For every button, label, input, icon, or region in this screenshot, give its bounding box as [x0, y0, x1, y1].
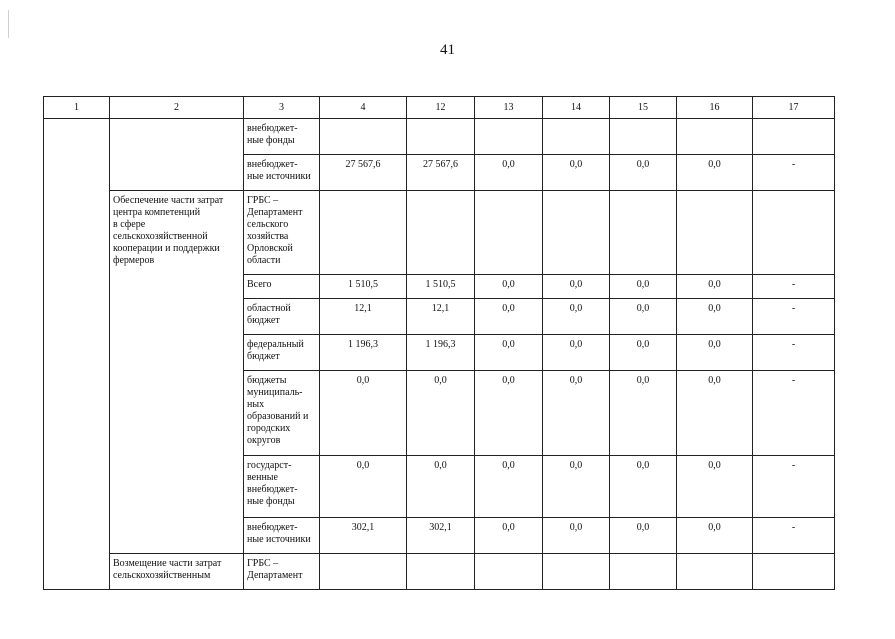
value-cell	[320, 191, 407, 275]
value-cell: 12,1	[320, 299, 407, 335]
value-cell: 0,0	[543, 456, 610, 518]
value-cell: 0,0	[610, 275, 677, 299]
value-cell: 1 510,5	[320, 275, 407, 299]
value-cell: 0,0	[677, 456, 753, 518]
value-cell: -	[753, 518, 835, 554]
measure-label	[110, 119, 244, 191]
funding-source: внебюджет- ные фонды	[244, 119, 320, 155]
value-cell: 0,0	[610, 155, 677, 191]
funding-source: Всего	[244, 275, 320, 299]
budget-table	[43, 96, 835, 590]
funding-source: внебюджет- ные источники	[244, 518, 320, 554]
value-cell: -	[753, 155, 835, 191]
funding-source: областной бюджет	[244, 299, 320, 335]
value-cell: 0,0	[543, 155, 610, 191]
value-cell: 0,0	[543, 275, 610, 299]
value-cell	[753, 119, 835, 155]
value-cell: 1 196,3	[407, 335, 475, 371]
value-cell: 12,1	[407, 299, 475, 335]
value-cell: -	[753, 275, 835, 299]
value-cell	[407, 191, 475, 275]
value-cell: 0,0	[610, 371, 677, 456]
value-cell	[677, 119, 753, 155]
value-cell: 0,0	[475, 335, 543, 371]
value-cell: 0,0	[543, 518, 610, 554]
value-cell: 0,0	[407, 371, 475, 456]
value-cell: 0,0	[320, 371, 407, 456]
column-header: 4	[320, 97, 407, 119]
value-cell: 0,0	[610, 299, 677, 335]
value-cell	[610, 554, 677, 590]
value-cell: 0,0	[610, 335, 677, 371]
value-cell: 0,0	[475, 456, 543, 518]
value-cell: 0,0	[677, 275, 753, 299]
value-cell: 0,0	[320, 456, 407, 518]
value-cell	[677, 191, 753, 275]
funding-source: бюджеты муниципаль- ных образований и городских округов	[244, 371, 320, 456]
value-cell: 0,0	[543, 371, 610, 456]
value-cell: 0,0	[677, 299, 753, 335]
value-cell: 0,0	[610, 456, 677, 518]
value-cell: 0,0	[543, 335, 610, 371]
value-cell: 1 196,3	[320, 335, 407, 371]
column-header: 12	[407, 97, 475, 119]
value-cell: 0,0	[475, 275, 543, 299]
value-cell: 27 567,6	[320, 155, 407, 191]
value-cell: -	[753, 371, 835, 456]
value-cell	[543, 119, 610, 155]
value-cell: 27 567,6	[407, 155, 475, 191]
value-cell: 1 510,5	[407, 275, 475, 299]
value-cell: 0,0	[677, 371, 753, 456]
value-cell	[407, 554, 475, 590]
value-cell	[543, 191, 610, 275]
column-header: 16	[677, 97, 753, 119]
value-cell	[407, 119, 475, 155]
value-cell: 0,0	[677, 518, 753, 554]
value-cell	[543, 554, 610, 590]
value-cell	[610, 191, 677, 275]
funding-source: государст- венные внебюджет- ные фонды	[244, 456, 320, 518]
value-cell: 0,0	[407, 456, 475, 518]
value-cell	[753, 191, 835, 275]
value-cell: 0,0	[610, 518, 677, 554]
page-number: 41	[440, 42, 455, 58]
funding-source: федеральный бюджет	[244, 335, 320, 371]
value-cell: -	[753, 335, 835, 371]
column-header: 13	[475, 97, 543, 119]
value-cell: -	[753, 456, 835, 518]
value-cell: -	[753, 299, 835, 335]
value-cell	[320, 119, 407, 155]
funding-source: ГРБС – Департамент	[244, 554, 320, 590]
value-cell	[475, 554, 543, 590]
value-cell: 302,1	[407, 518, 475, 554]
measure-label: Возмещение части затрат сельскохозяйственным	[110, 554, 244, 590]
value-cell	[475, 191, 543, 275]
value-cell: 302,1	[320, 518, 407, 554]
value-cell	[753, 554, 835, 590]
value-cell: 0,0	[475, 371, 543, 456]
column-header: 1	[44, 97, 110, 119]
column-header: 14	[543, 97, 610, 119]
funding-source: внебюджет- ные источники	[244, 155, 320, 191]
funding-source: ГРБС – Департамент сельского хозяйства Орловской области	[244, 191, 320, 275]
column-header: 15	[610, 97, 677, 119]
table-row	[44, 119, 835, 155]
value-cell: 0,0	[677, 155, 753, 191]
value-cell	[320, 554, 407, 590]
scan-margin-mark	[8, 10, 9, 38]
value-cell	[610, 119, 677, 155]
measure-label: Обеспечение части затрат центра компетенций в сфере сельскохозяйственной кооперации и поддержки фермеров	[110, 191, 244, 554]
value-cell: 0,0	[475, 518, 543, 554]
value-cell	[475, 119, 543, 155]
table-row	[44, 554, 835, 590]
column-header: 2	[110, 97, 244, 119]
table-row	[44, 191, 835, 275]
value-cell: 0,0	[475, 299, 543, 335]
column-header: 17	[753, 97, 835, 119]
value-cell: 0,0	[475, 155, 543, 191]
column-header: 3	[244, 97, 320, 119]
value-cell	[677, 554, 753, 590]
column-number-row	[44, 97, 835, 119]
value-cell: 0,0	[677, 335, 753, 371]
column-1-cell	[44, 119, 110, 590]
value-cell: 0,0	[543, 299, 610, 335]
